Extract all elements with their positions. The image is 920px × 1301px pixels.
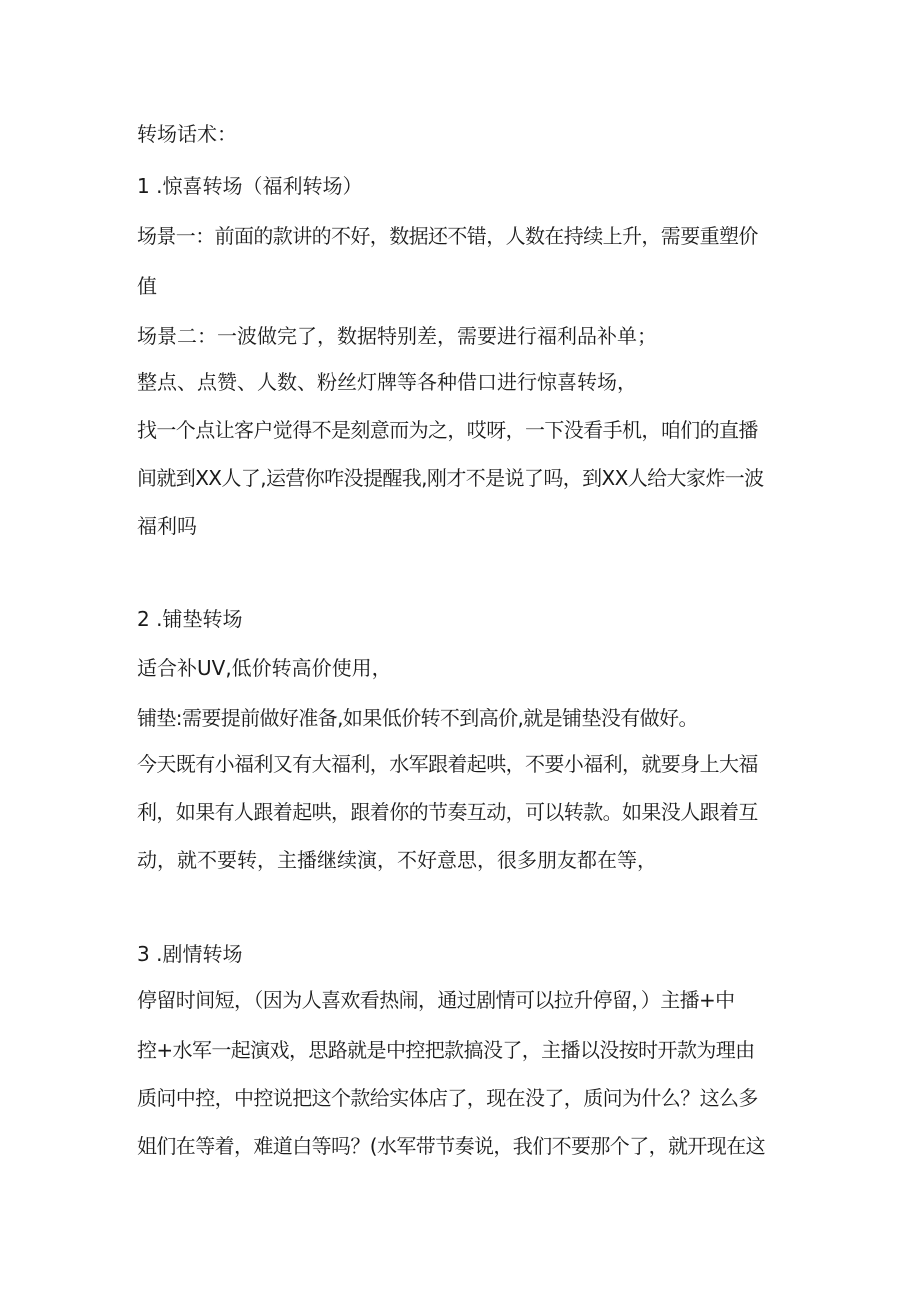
section-1-line: 找一个点让客户觉得不是刻意而为之，哎呀，一下没看手机，咱们的直播: [137, 418, 758, 442]
section-2-line: 动，就不要转，主播继续演，不好意思，很多朋友都在等，: [137, 848, 657, 872]
section-1-line: 福利吗: [137, 514, 197, 538]
section-1-line: 整点、点赞、人数、粉丝灯牌等各种借口进行惊喜转场，: [137, 370, 637, 394]
section-3-line: 姐们在等着，难道白等吗？(水军带节奏说，我们不要那个了，就开现在这: [137, 1134, 766, 1158]
section-3-line: 质问中控，中控说把这个款给实体店了，现在没了，质问为什么？这么多: [137, 1086, 758, 1110]
section-1-line: 间就到XX人了,运营你咋没提醒我,刚才不是说了吗，到XX人给大家炸一波: [137, 466, 764, 490]
section-1-heading: 1 .惊喜转场（福利转场）: [137, 174, 363, 198]
section-1-line: 值: [137, 274, 157, 298]
section-2-line: 铺垫:需要提前做好准备,如果低价转不到高价,就是铺垫没有做好。: [137, 706, 698, 730]
section-2-line: 利，如果有人跟着起哄，跟着你的节奏互动，可以转款。如果没人跟着互: [137, 800, 758, 824]
section-2-line: 今天既有小福利又有大福利，水军跟着起哄，不要小福利，就要身上大福: [137, 752, 758, 776]
document-title: 转场话术：: [137, 122, 237, 146]
section-3-line: 控+水军一起演戏，思路就是中控把款搞没了，主播以没按时开款为理由: [137, 1038, 755, 1062]
section-1-line: 场景二：一波做完了，数据特别差，需要进行福利品补单；: [137, 324, 657, 348]
section-3-heading: 3 .剧情转场: [137, 942, 243, 966]
section-3-line: 停留时间短，（因为人喜欢看热闹，通过剧情可以拉升停留，）主播+中: [137, 988, 735, 1012]
section-2-heading: 2 .铺垫转场: [137, 607, 243, 631]
section-1-line: 场景一：前面的款讲的不好，数据还不错，人数在持续上升，需要重塑价: [137, 224, 758, 248]
section-2-line: 适合补UV,低价转高价使用，: [137, 656, 392, 680]
